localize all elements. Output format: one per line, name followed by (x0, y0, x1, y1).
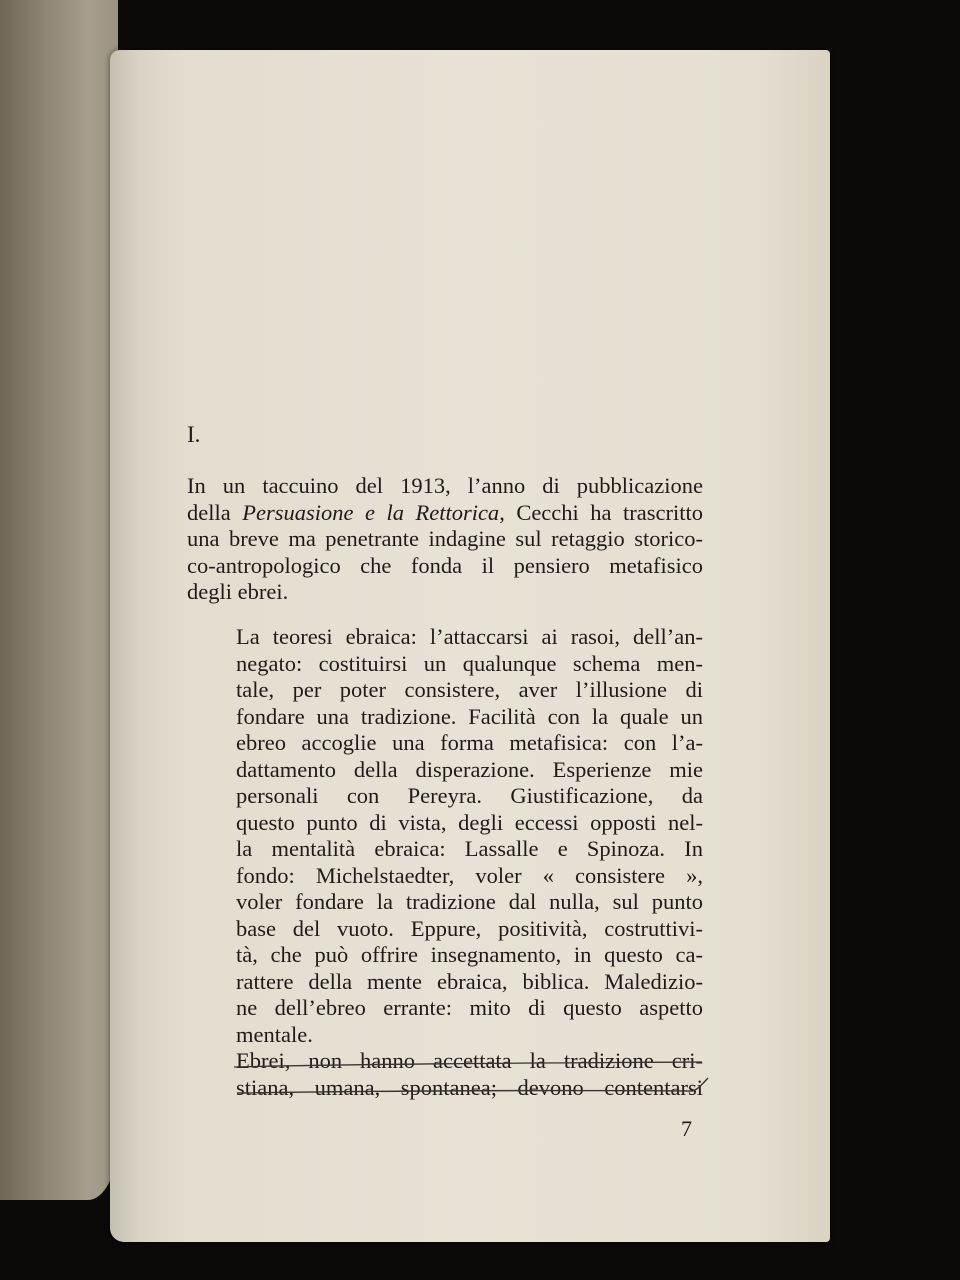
intro-line: In un taccuino del 1913, l’anno di pubblicazione (187, 473, 703, 498)
block-quote (236, 624, 703, 1101)
pencil-underline (230, 1058, 710, 1098)
quote-line: La teoresi ebraica: l’attaccarsi ai rasoi, dell’an- (236, 624, 703, 649)
intro-paragraph (187, 473, 703, 606)
quote-line: stiana, umana, spontanea; devono contentarsi (236, 1074, 703, 1100)
quote-line: tale, per poter consistere, aver l’illusione di (236, 677, 703, 702)
page-number: 7 (681, 1116, 692, 1141)
quote-line: ne dell’ebreo errante: mito di questo aspetto (236, 995, 703, 1020)
quote-line: ebreo accoglie una forma metafisica: con l’a- (236, 730, 703, 755)
intro-line: una breve ma penetrante indagine sul retaggio storico- (187, 526, 703, 551)
quote-line: tà, che può offrire insegnamento, in questo ca- (236, 942, 703, 967)
quote-line: questo punto di vista, degli eccessi opposti nel- (236, 809, 703, 835)
quote-line: voler fondare la tradizione dal nulla, sul punto (236, 889, 703, 914)
quote-line: base del vuoto. Eppure, positività, costruttivi- (236, 915, 703, 941)
book-title: Persuasione e la Rettorica (242, 499, 500, 525)
intro-line: della Persuasione e la Rettorica, Cecchi ha trascritto (187, 499, 703, 525)
chapter-number: I. (187, 422, 201, 447)
intro-line: degli ebrei. (187, 579, 289, 604)
quote-line: negato: costituirsi un qualunque schema men- (236, 650, 703, 676)
quote-line: Ebrei, non hanno accettata la tradizione cri- (236, 1048, 703, 1073)
quote-line: la mentalità ebraica: Lassalle e Spinoza. In (236, 836, 703, 861)
quote-line: personali con Pereyra. Giustificazione, da (236, 783, 703, 808)
intro-line: co-antropologico che fonda il pensiero metafisico (187, 552, 703, 578)
quote-line: mentale. (236, 1021, 313, 1047)
quote-line: dattamento della disperazione. Esperienze mie (236, 756, 703, 782)
quote-line: rattere della mente ebraica, biblica. Maledizio- (236, 968, 703, 994)
left-page (0, 0, 118, 1200)
quote-line: fondare una tradizione. Facilità con la quale un (236, 703, 703, 729)
quote-line: fondo: Michelstaedter, voler « consistere », (236, 862, 703, 888)
